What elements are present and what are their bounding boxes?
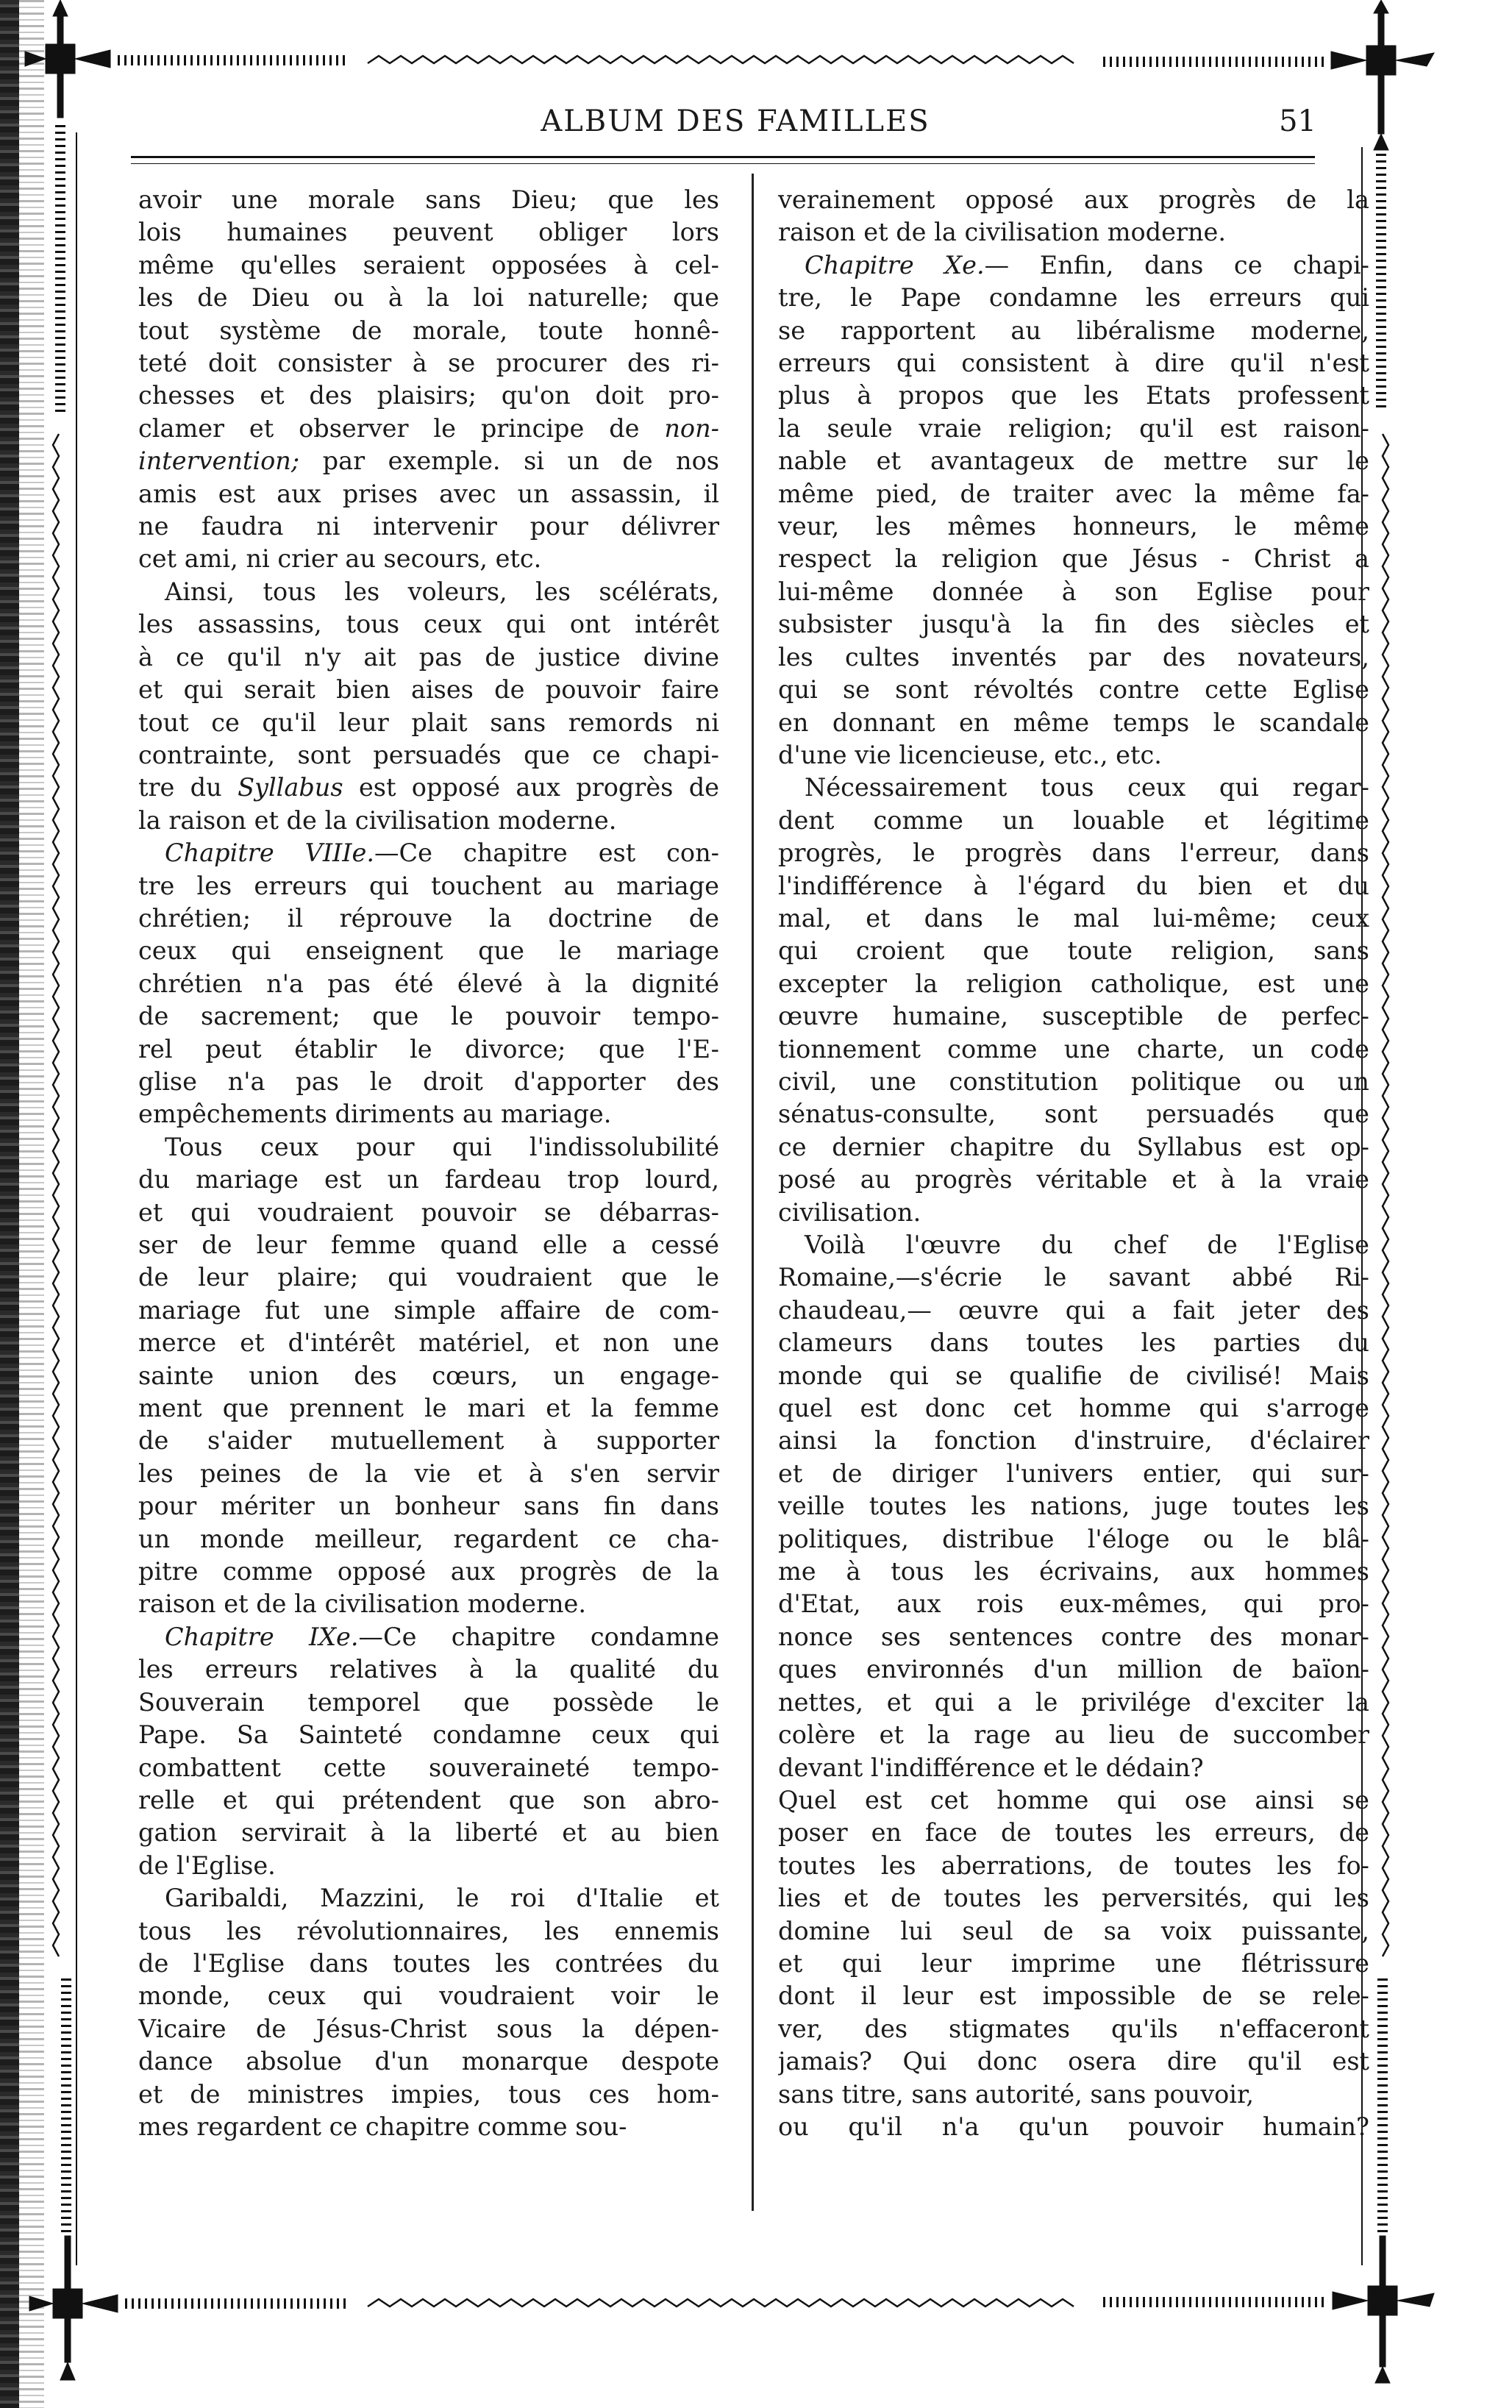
corner-ornament-top-right xyxy=(1331,0,1434,150)
text-line: me à tous les écrivains, aux hommes xyxy=(778,1557,1369,1586)
text-line: Chapitre Xe.— Enfin, dans ce chapi- xyxy=(805,250,1369,279)
text-line: Garibaldi, Mazzini, le roi d'Italie et xyxy=(165,1884,719,1913)
text-line: et de diriger l'univers entier, qui sur- xyxy=(778,1458,1369,1488)
text-line: tionnement comme une charte, un code xyxy=(778,1034,1369,1064)
text-line: et qui leur imprime une flétrissure xyxy=(778,1948,1369,1978)
text-line: mariage fut une simple affaire de com- xyxy=(138,1295,719,1325)
text-line: dance absolue d'un monarque despote xyxy=(138,2047,719,2076)
text-line: tout ce qu'il leur plait sans remords ni xyxy=(138,708,719,737)
text-line: clameurs dans toutes les parties du xyxy=(778,1328,1369,1358)
text-line: Chapitre VIIIe.—Ce chapitre est con- xyxy=(165,838,719,868)
header-rule-thin xyxy=(131,163,1315,164)
text-line: de s'aider mutuellement à supporter xyxy=(138,1426,719,1456)
text-line: subsister jusqu'à la fin des siècles et xyxy=(778,610,1369,639)
text-line: verainement opposé aux progrès de la xyxy=(778,185,1369,214)
text-line: ce dernier chapitre du Syllabus est op- xyxy=(778,1132,1369,1161)
running-title: ALBUM DES FAMILLES xyxy=(541,104,930,138)
text-line: politiques, distribue l'éloge ou le blâ- xyxy=(778,1524,1369,1553)
text-line: ou qu'il n'a qu'un pouvoir humain? xyxy=(778,2112,1369,2141)
text-line: relle et qui prétendent que son abro- xyxy=(138,1785,719,1814)
text-line: amis est aux prises avec un assassin, il xyxy=(138,479,719,508)
text-line: lui-même donnée à son Eglise pour xyxy=(778,577,1369,606)
text-line: qui se sont révoltés contre cette Eglise xyxy=(778,675,1369,705)
text-line: même qu'elles seraient opposées à cel- xyxy=(138,250,719,279)
text-line: civilisation. xyxy=(778,1197,921,1227)
text-line: excepter la religion catholique, est une xyxy=(778,969,1369,998)
text-line: et de ministres impies, tous ces hom- xyxy=(138,2079,719,2109)
page-number: 51 xyxy=(1279,104,1316,138)
text-line: mal, et dans le mal lui-même; ceux xyxy=(778,903,1369,933)
text-line: chrétien; il réprouve la doctrine de xyxy=(138,903,719,933)
left-border xyxy=(53,125,66,2236)
text-line: lies et de toutes les perversités, qui les xyxy=(778,1884,1369,1913)
text-line: de l'Eglise. xyxy=(138,1850,276,1880)
text-line: glise n'a pas le droit d'apporter des xyxy=(138,1066,719,1096)
text-line: Souverain temporel que possède le xyxy=(138,1687,719,1717)
text-line: Vicaire de Jésus-Christ sous la dépen- xyxy=(138,2014,719,2043)
text-line: les erreurs relatives à la qualité du xyxy=(138,1655,719,1684)
text-column-left xyxy=(138,184,719,2143)
text-line: œuvre humaine, susceptible de perfec- xyxy=(778,1002,1369,1031)
text-line: raison et de la civilisation moderne. xyxy=(778,218,1227,247)
text-line: ment que prennent le mari et la femme xyxy=(138,1394,719,1423)
text-line: du mariage est un fardeau trop lourd, xyxy=(138,1165,719,1194)
text-line: Nécessairement tous ceux qui regar- xyxy=(805,773,1369,802)
text-line: intervention; par exemple. si un de nos xyxy=(138,446,719,476)
text-line: l'indifférence à l'égard du bien et du xyxy=(778,871,1369,900)
text-line: d'Etat, aux rois eux-mêmes, qui pro- xyxy=(778,1589,1369,1619)
text-line: empêchements diriments au mariage. xyxy=(138,1100,612,1129)
text-line: quel est donc cet homme qui s'arroge xyxy=(778,1394,1369,1423)
text-line: rel peut établir le divorce; que l'E- xyxy=(138,1034,719,1064)
text-line: sainte union des cœurs, un engage- xyxy=(138,1361,719,1390)
text-line: la seule vraie religion; qu'il est raison- xyxy=(778,413,1369,443)
text-line: nonce ses sentences contre des monar- xyxy=(778,1622,1369,1651)
text-line: respect la religion que Jésus - Christ a xyxy=(778,544,1369,574)
text-line: tout système de morale, toute honnê- xyxy=(138,316,719,345)
text-line: chesses et des plaisirs; qu'on doit pro- xyxy=(138,381,719,410)
text-line: en donnant en même temps le scandale xyxy=(778,708,1369,737)
text-line: mes regardent ce chapitre comme sou- xyxy=(138,2112,627,2141)
text-line: chrétien n'a pas été élevé à la dignité xyxy=(138,969,719,998)
text-line: teté doit consister à se procurer des ri- xyxy=(138,349,719,378)
text-line: erreurs qui consistent à dire qu'il n'est xyxy=(778,349,1369,378)
text-line: dont il leur est impossible de se rele- xyxy=(778,1981,1369,2011)
text-line: pour mériter un bonheur sans fin dans xyxy=(138,1492,719,1521)
text-line: les cultes inventés par des novateurs, xyxy=(778,642,1369,672)
text-line: ques environnés d'un million de baïon- xyxy=(778,1655,1369,1684)
text-line: posé au progrès véritable et à la vraie xyxy=(778,1165,1369,1194)
text-line: Voilà l'œuvre du chef de l'Eglise xyxy=(805,1230,1369,1259)
text-line: monde, ceux qui voudraient voir le xyxy=(138,1981,719,2011)
text-line: ser de leur femme quand elle a cessé xyxy=(138,1230,719,1259)
text-line: poser en face de toutes les erreurs, de xyxy=(778,1818,1369,1848)
text-line: pitre comme opposé aux progrès de la xyxy=(138,1557,719,1586)
text-line: progrès, le progrès dans l'erreur, dans xyxy=(778,838,1369,868)
text-line: devant l'indifférence et le dédain? xyxy=(778,1753,1204,1782)
corner-ornament-bottom-left xyxy=(29,2236,118,2380)
right-border xyxy=(1381,147,1388,2236)
text-line: de sacrement; que le pouvoir tempo- xyxy=(138,1002,719,1031)
text-line: Quel est cet homme qui ose ainsi se xyxy=(778,1785,1369,1814)
text-line: un monde meilleur, regardent ce cha- xyxy=(138,1524,719,1553)
text-line: raison et de la civilisation moderne. xyxy=(138,1589,587,1619)
text-line: domine lui seul de sa voix puissante, xyxy=(778,1916,1369,1945)
text-line: nable et avantageux de mettre sur le xyxy=(778,446,1369,476)
text-line: clamer et observer le principe de non- xyxy=(138,413,719,443)
text-line: merce et d'intérêt matériel, et non une xyxy=(138,1328,719,1358)
text-line: sans titre, sans autorité, sans pouvoir, xyxy=(778,2079,1254,2109)
text-line: ainsi la fonction d'instruire, d'éclairer xyxy=(778,1426,1369,1456)
text-line: tre les erreurs qui touchent au mariage xyxy=(138,871,719,900)
text-line: même pied, de traiter avec la même fa- xyxy=(778,479,1369,508)
text-line: nettes, et qui a le privilége d'exciter la xyxy=(778,1687,1369,1717)
text-line: à ce qu'il n'y ait pas de justice divine xyxy=(138,642,719,672)
running-head xyxy=(96,104,1316,156)
text-line: Romaine,—s'écrie le savant abbé Ri- xyxy=(778,1263,1369,1292)
text-line: la raison et de la civilisation moderne. xyxy=(138,805,617,835)
text-line: contrainte, sont persuadés que ce chapi- xyxy=(138,740,719,769)
text-line: se rapportent au libéralisme moderne, xyxy=(778,316,1369,345)
text-line: tre, le Pape condamne les erreurs qui xyxy=(778,283,1369,313)
text-line: ver, des stigmates qu'ils n'effaceront xyxy=(778,2014,1369,2043)
text-line: Pape. Sa Sainteté condamne ceux qui xyxy=(138,1720,719,1750)
text-line: ceux qui enseignent que le mariage xyxy=(138,936,719,966)
text-line: monde qui se qualifie de civilisé! Mais xyxy=(778,1361,1369,1390)
text-line: lois humaines peuvent obliger lors xyxy=(138,218,719,247)
text-line: les peines de la vie et à s'en servir xyxy=(138,1458,719,1488)
text-line: plus à propos que les Etats professent xyxy=(778,381,1369,410)
text-line: veille toutes les nations, juge toutes les xyxy=(778,1492,1369,1521)
text-line: cet ami, ni crier au secours, etc. xyxy=(138,544,542,574)
text-line: tre du Syllabus est opposé aux progrès de xyxy=(138,773,719,802)
corner-ornament-bottom-right xyxy=(1333,2236,1434,2383)
text-line: jamais? Qui donc osera dire qu'il est xyxy=(778,2047,1369,2076)
text-line: et qui voudraient pouvoir se débarras- xyxy=(138,1197,719,1227)
text-line: dent comme un louable et légitime xyxy=(778,805,1369,835)
text-line: de l'Eglise dans toutes les contrées du xyxy=(138,1948,719,1978)
text-line: tous les révolutionnaires, les ennemis xyxy=(138,1916,719,1945)
text-line: Chapitre IXe.—Ce chapitre condamne xyxy=(165,1622,719,1651)
column-divider xyxy=(752,174,754,2211)
text-column-right xyxy=(778,184,1369,2143)
text-line: civil, une constitution politique ou un xyxy=(778,1066,1369,1096)
text-line: qui croient que toute religion, sans xyxy=(778,936,1369,966)
text-line: toutes les aberrations, de toutes les fo- xyxy=(778,1850,1369,1880)
text-line: colère et la rage au lieu de succomber xyxy=(778,1720,1369,1750)
corner-ornament-top-left xyxy=(25,0,110,118)
top-border xyxy=(118,56,1324,63)
text-line: d'une vie licencieuse, etc., etc. xyxy=(778,740,1162,769)
text-line: combattent cette souveraineté tempo- xyxy=(138,1753,719,1782)
header-rule xyxy=(131,156,1315,158)
text-line: Tous ceux pour qui l'indissolubilité xyxy=(165,1132,719,1161)
text-line: de leur plaire; qui voudraient que le xyxy=(138,1263,719,1292)
text-line: avoir une morale sans Dieu; que les xyxy=(138,185,719,214)
text-line: Ainsi, tous les voleurs, les scélérats, xyxy=(165,577,719,606)
text-line: veur, les mêmes honneurs, le même xyxy=(778,512,1369,541)
text-line: sénatus-consulte, sont persuadés que xyxy=(778,1100,1369,1129)
text-line: chaudeau,— œuvre qui a fait jeter des xyxy=(778,1295,1369,1325)
text-line: gation servirait à la liberté et au bien xyxy=(138,1818,719,1848)
text-line: les de Dieu ou à la loi naturelle; que xyxy=(138,283,719,313)
bottom-border xyxy=(125,2299,1328,2307)
text-line: ne faudra ni intervenir pour délivrer xyxy=(138,512,719,541)
text-line: et qui serait bien aises de pouvoir faire xyxy=(138,675,719,705)
text-line: les assassins, tous ceux qui ont intérêt xyxy=(138,610,719,639)
